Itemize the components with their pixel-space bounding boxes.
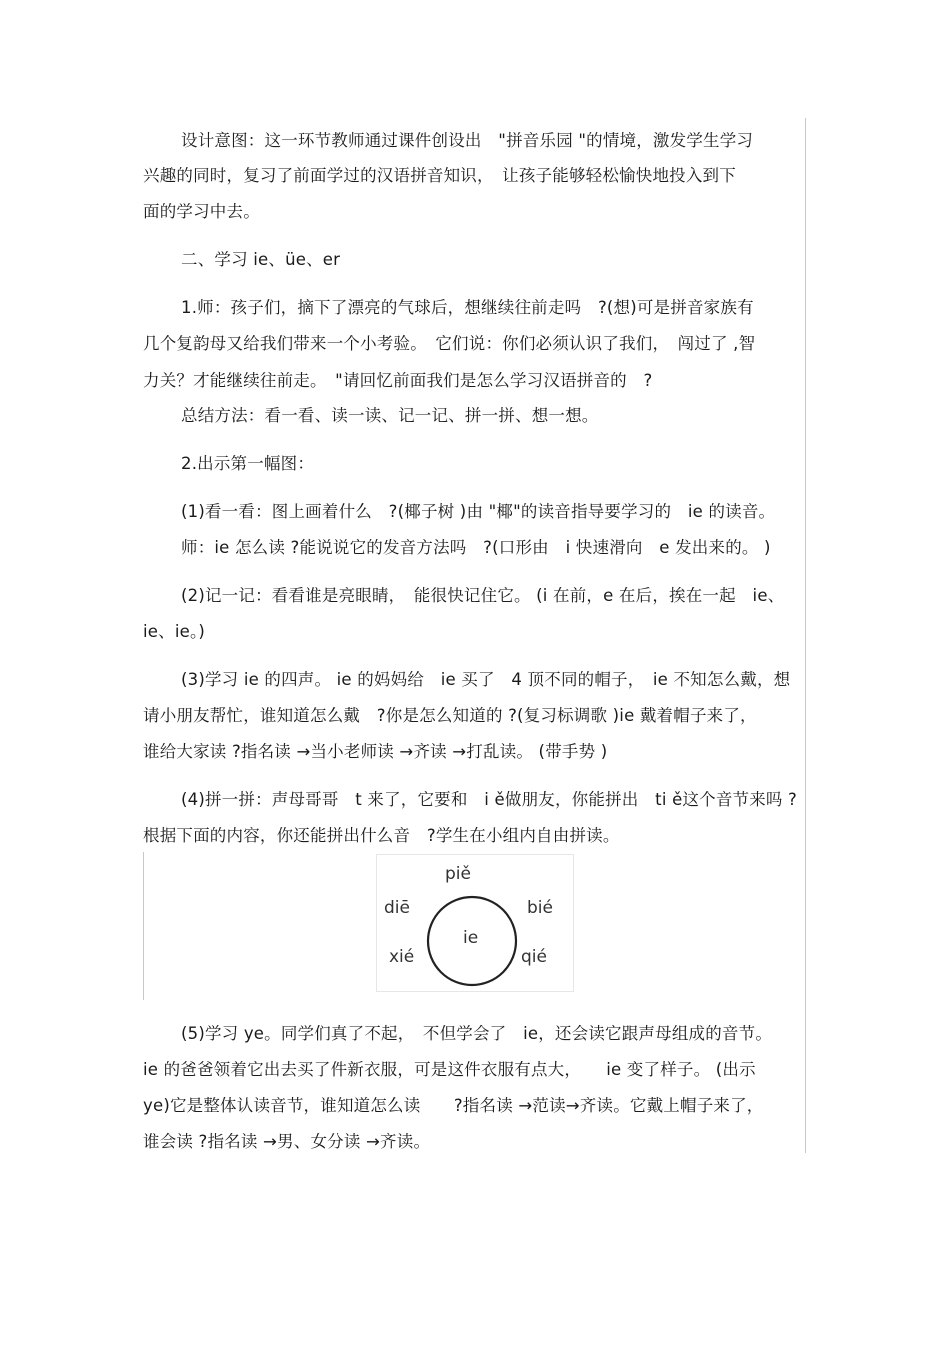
substep5-line-3: ye)它是整体认读音节，谁知道怎么读 ?指名读 →范读→齐读。它戴上帽子来了，	[143, 1096, 764, 1115]
design-intent-line-2: 兴趣的同时，复习了前面学过的汉语拼音知识， 让孩子能够轻松愉快地投入到下	[143, 166, 736, 185]
figure-right-upper-syllable: bié	[527, 898, 553, 918]
design-intent-line-3: 面的学习中去。	[143, 202, 260, 221]
substep4-line-1: (4)拼一拼：声母哥哥 t 来了，它要和 i ě做朋友，你能拼出 ti ě这个音节来吗 ?	[181, 790, 798, 809]
substep3-line-2: 请小朋友帮忙，谁知道怎么戴 ?你是怎么知道的 ?(复习标调歌 )ie 戴着帽子来了，	[143, 706, 757, 725]
pinyin-circle-figure	[376, 854, 574, 992]
substep5-line-1: (5)学习 ye。同学们真了不起， 不但学会了 ie，还会读它跟声母组成的音节。	[181, 1024, 773, 1043]
substep3-line-3: 谁给大家读 ?指名读 →当小老师读 →齐读 →打乱读。 (带手势 )	[143, 742, 608, 761]
section-title: 二、学习 ie、üe、er	[181, 250, 341, 269]
substep2-line-2: ie、ie。)	[143, 622, 206, 641]
substep2-line-1: (2)记一记：看看谁是亮眼睛， 能很快记住它。 (i 在前，e 在后，挨在一起 ie、	[181, 586, 785, 605]
figure-right-lower-syllable: qié	[521, 947, 547, 967]
substep4-line-2: 根据下面的内容，你还能拼出什么音 ?学生在小组内自由拼读。	[143, 826, 620, 845]
design-intent-line-1: 设计意图：这一环节教师通过课件创设出 "拼音乐园 "的情境，激发学生学习	[181, 131, 754, 150]
substep5-line-2: ie 的爸爸领着它出去买了件新衣服，可是这件衣服有点大， ie 变了样子。 (出示	[143, 1060, 756, 1079]
step1-line-3: 力关？才能继续往前走。 "请回忆前面我们是怎么学习汉语拼音的 ?	[143, 371, 653, 390]
step2-title: 2.出示第一幅图：	[181, 454, 315, 473]
summary-line: 总结方法：看一看、读一读、记一记、拼一拼、想一想。	[181, 406, 599, 425]
substep1-line-2: 师：ie 怎么读 ?能说说它的发音方法吗 ?(口形由 i 快速滑向 e 发出来的。 )	[181, 538, 771, 557]
figure-left-upper-syllable: diē	[384, 898, 410, 918]
figure-edge-divider	[143, 852, 144, 1000]
figure-center-syllable: ie	[463, 928, 479, 948]
circle-graphic	[377, 855, 573, 991]
substep3-line-1: (3)学习 ie 的四声。 ie 的妈妈给 ie 买了 4 顶不同的帽子， ie 不知怎么戴，想	[181, 670, 791, 689]
step1-line-2: 几个复韵母又给我们带来一个小考验。 它们说：你们必须认识了我们， 闯过了 ,智	[143, 334, 756, 353]
figure-top-syllable: piě	[445, 864, 471, 884]
substep1-line-1: (1)看一看：图上画着什么 ?(椰子树 )由 "椰"的读音指导要学习的 ie 的读音。	[181, 502, 776, 521]
substep5-line-4: 谁会读 ?指名读 →男、女分读 →齐读。	[143, 1132, 431, 1151]
step1-line-1: 1.师：孩子们，摘下了漂亮的气球后，想继续往前走吗 ?(想)可是拼音家族有	[181, 298, 754, 317]
figure-left-lower-syllable: xié	[389, 947, 415, 967]
